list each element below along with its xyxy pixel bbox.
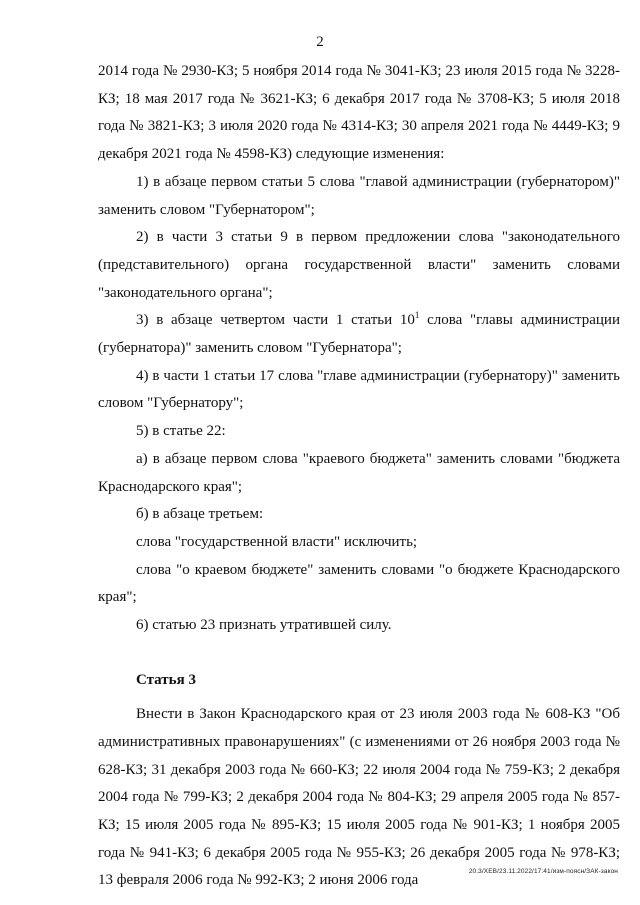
- paragraph-item-6: 6) статью 23 признать утратившей силу.: [136, 617, 392, 634]
- article-body: Внести в Закон Краснодарского края от 23 июля 2003 года № 608-КЗ "Об административных правонарушениях" (с изменениями от 26 ноября 2003 года № 628-КЗ; 31 декабря 2003 года № 660-КЗ; 22 июля 2004 года № 759-КЗ; 2 декабря 2004 года № 799-КЗ; 2 декабря 2004 года № 804-КЗ; 29 апреля 2005 года № 857-КЗ; 15 июля 2005 года № 895-КЗ; 15 июля 2005 года № 901-КЗ; 1 ноября 2005 года № 941-КЗ; 6 декабря 2005 года № 955-КЗ; 26 декабря 2005 года № 978-КЗ; 13 февраля 2006 года № 992-КЗ; 2 июня 2006 года: [98, 706, 620, 889]
- paragraph-item-1: 1) в абзаце первом статьи 5 слова "главой администрации (губернатором)" заменить словом "Губернатором";: [98, 173, 620, 218]
- article-heading: Статья 3: [136, 672, 196, 689]
- paragraph-item-5b: б) в абзаце третьем:: [136, 506, 264, 523]
- page-number: 2: [316, 34, 324, 50]
- paragraph-item-5: 5) в статье 22:: [136, 423, 226, 440]
- superscript: 1: [414, 310, 420, 321]
- paragraph-item-2: 2) в части 3 статьи 9 в первом предложении слова "законодательного (представительного) органа государственной власти" заменить словами "законодательного органа";: [98, 229, 620, 301]
- paragraph-continuation: 2014 года № 2930-КЗ; 5 ноября 2014 года № 3041-КЗ; 23 июля 2015 года № 3228-КЗ; 18 мая 2017 года № 3621-КЗ; 6 декабря 2017 года № 3708-КЗ; 5 июля 2018 года № 3821-КЗ; 3 июля 2020 года № 4314-КЗ; 30 апреля 2021 года № 4449-КЗ; 9 декабря 2021 года № 4598-КЗ) следующие изменения:: [98, 63, 620, 163]
- paragraph-item-5b-1: слова "государственной власти" исключить;: [136, 533, 418, 550]
- paragraph-item-3-before: 3) в абзаце четвертом части 1 статьи 10: [136, 312, 415, 329]
- paragraph-item-5a: а) в абзаце первом слова "краевого бюджета" заменить словами "бюджета Краснодарского края";: [98, 450, 620, 495]
- paragraph-item-5b-2: слова "о краевом бюджете" заменить словами "о бюджете Краснодарского края";: [98, 561, 620, 606]
- paragraph-item-3-after: слова "главы администрации (губернатора)" заменить словом "Губернатора";: [98, 312, 620, 357]
- document-body: [98, 58, 620, 895]
- footer-code: 20.3/ХЕВ/23.11.2022/17:41/изм-поясн/ЗАК-закон: [468, 868, 618, 875]
- paragraph-item-3: [98, 307, 620, 362]
- paragraph-item-4: 4) в части 1 статьи 17 слова "главе администрации (губернатору)" заменить словом "Губернатору";: [98, 367, 620, 412]
